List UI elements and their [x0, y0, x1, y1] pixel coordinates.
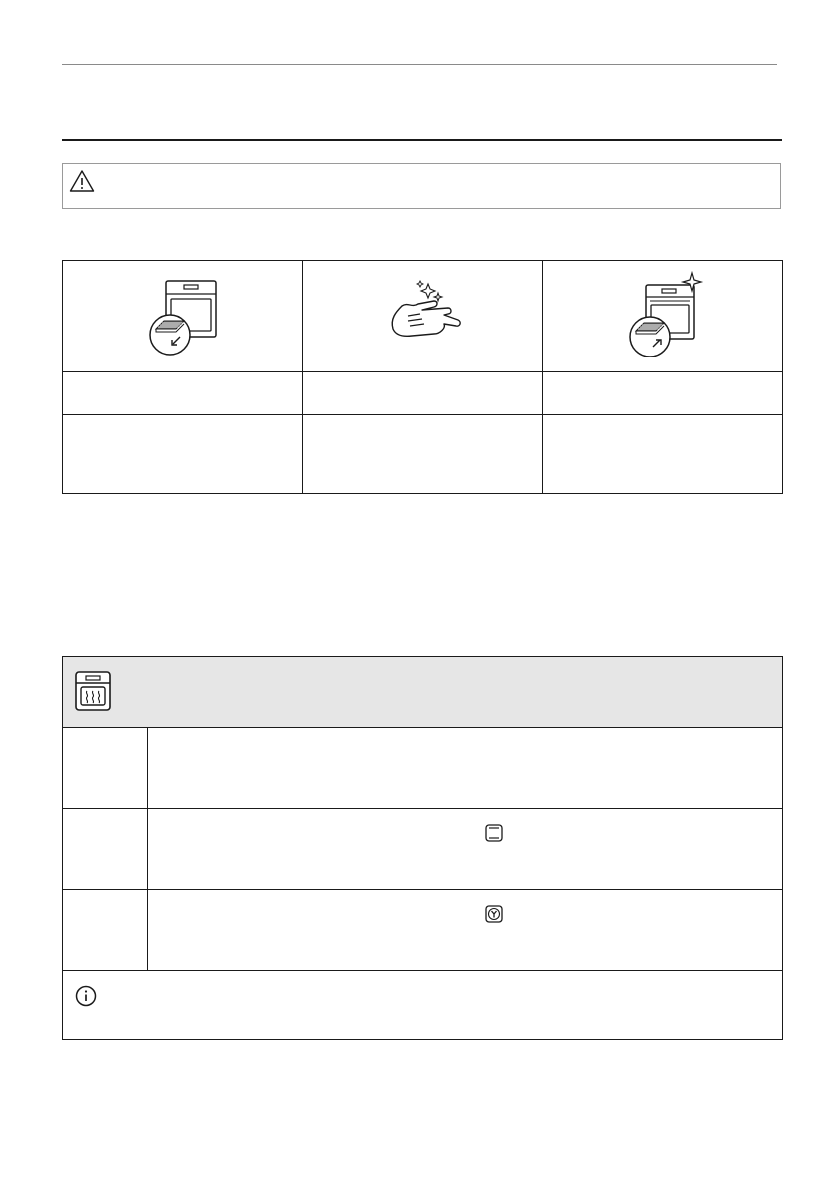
- info-icon: [75, 985, 97, 1007]
- settings-note: [63, 971, 782, 1039]
- settings-row: [63, 728, 782, 809]
- settings-table-header: [63, 657, 782, 728]
- fan-function-icon: [484, 904, 504, 924]
- oven-heat-icon: [74, 670, 112, 712]
- step-1-image-cell: [63, 261, 303, 372]
- settings-row-label-cell: [63, 809, 148, 889]
- insert-accessory-icon: [618, 271, 708, 357]
- settings-row: [63, 809, 782, 890]
- wipe-clean-icon: [378, 274, 468, 354]
- settings-table: [62, 656, 783, 1040]
- remove-accessory-icon: [138, 271, 228, 357]
- step-3-image-cell: [543, 261, 783, 372]
- step-2-label: [303, 372, 543, 415]
- step-1-description: [63, 415, 303, 494]
- warning-box: [62, 163, 781, 209]
- settings-row-content-cell: [149, 809, 782, 889]
- step-2-description: [303, 415, 543, 494]
- settings-row-label-cell: [63, 890, 148, 970]
- oven-function-icon: [484, 823, 504, 843]
- step-3-description: [543, 415, 783, 494]
- settings-row-content-cell: [149, 728, 782, 808]
- settings-row-content-cell: [149, 890, 782, 970]
- step-2-image-cell: [303, 261, 543, 372]
- settings-row: [63, 890, 782, 971]
- warning-triangle-icon: [69, 169, 95, 193]
- step-3-label: [543, 372, 783, 415]
- header-rule: [62, 64, 777, 65]
- step-1-label: [63, 372, 303, 415]
- settings-row-label-cell: [63, 728, 148, 808]
- section-title-rule: [62, 139, 782, 141]
- cleaning-steps-table: [62, 260, 783, 494]
